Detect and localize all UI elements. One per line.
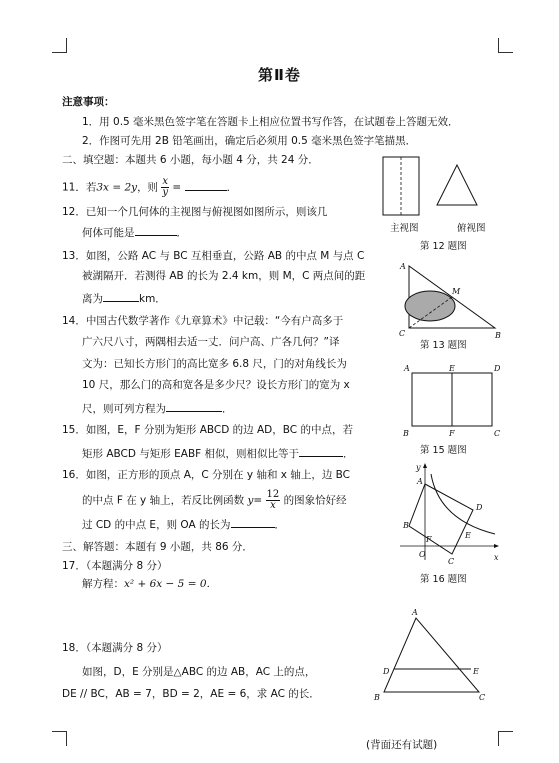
fig13-label-c: C xyxy=(399,329,406,338)
fig13-label-a: A xyxy=(400,262,406,271)
fig12-front-label: 主视图 xyxy=(390,223,419,234)
footer-note: (背面还有试题) xyxy=(366,739,438,751)
q16-text-post: 的图象恰好经 xyxy=(283,494,347,507)
fig16-label-a: A xyxy=(417,477,423,486)
fig18-label-d: D xyxy=(383,667,390,676)
question-16-line-3 xyxy=(82,516,285,532)
q11-numerator: x xyxy=(162,176,169,187)
fig12-top-label: 俯视图 xyxy=(457,223,486,234)
question-13-line-3 xyxy=(82,290,166,306)
section-answer-heading: 三、解答题：本题有 9 小题，共 86 分． xyxy=(62,541,253,553)
q15-end: ． xyxy=(343,448,354,460)
q15-text: 矩形 ABCD 与矩形 EABF 相似，则相似比等于 xyxy=(82,448,300,460)
fig16-label-b: B xyxy=(403,521,409,530)
q16-end: ． xyxy=(274,519,286,531)
q11-prefix: 11．若 xyxy=(62,181,97,194)
q14-text: 尺，则可列方程为 xyxy=(82,403,166,415)
figure-16-coordinate xyxy=(395,460,505,570)
q16-y: y xyxy=(247,494,254,507)
q12-answer-blank[interactable] xyxy=(135,224,177,236)
q11-fraction xyxy=(161,177,169,198)
question-17-label: 17．（本题满分 8 分） xyxy=(62,560,168,572)
crop-mark-bottom-right xyxy=(498,731,513,746)
q16-text-3: 过 CD 的中点 E，则 OA 的长为 xyxy=(82,519,231,531)
question-14-line-2: 广六尺八寸，两隅相去适一丈．问户高、广各几何？”译 xyxy=(82,336,340,348)
fig15-label-d: D xyxy=(494,364,501,373)
q17-text: 解方程： xyxy=(82,578,124,590)
notice-item-2: 2．作图可先用 2B 铅笔画出，确定后必须用 0.5 毫米黑色签字笔描黑． xyxy=(82,135,417,147)
q11-denominator: y xyxy=(162,187,169,198)
figure-13-triangle xyxy=(395,258,505,338)
question-15-line-2 xyxy=(82,445,354,461)
fig18-label-a: A xyxy=(412,608,418,617)
q11-equation: 3x = 2y xyxy=(96,181,138,194)
q16-numerator: 12 xyxy=(266,489,280,500)
fig12-caption: 第 12 题图 xyxy=(420,241,467,252)
question-17-body xyxy=(82,577,217,591)
question-18-line-1: 如图，D，E 分别是△ABC 的边 AB，AC 上的点， xyxy=(82,666,316,678)
fig16-label-c: C xyxy=(448,557,455,566)
q13-text: 离为 xyxy=(82,293,103,305)
question-18-line-2: DE // BC，AB = 7，BD = 2，AE = 6，求 AC 的长． xyxy=(62,688,320,700)
page-title: 第Ⅱ卷 xyxy=(258,66,301,84)
fig15-caption: 第 15 题图 xyxy=(420,445,467,456)
hyperbola-curve xyxy=(431,474,495,534)
q16-fraction xyxy=(266,490,281,511)
question-16-line-2 xyxy=(82,490,347,511)
fig13-label-m: M xyxy=(452,287,461,296)
fig15-label-a: A xyxy=(404,364,410,373)
q13-unit: km． xyxy=(139,293,166,305)
question-16-line-1: 16．如图，正方形的顶点 A，C 分别在 y 轴和 x 轴上，边 BC xyxy=(62,469,351,481)
q13-answer-blank[interactable] xyxy=(103,290,139,302)
square-abcd xyxy=(409,484,473,554)
fig16-label-f: F xyxy=(426,535,432,544)
q16-equals: = xyxy=(253,494,263,507)
fig15-label-c: C xyxy=(494,429,501,438)
question-12-line-1: 12．已知一个几何体的主视图与俯视图如图所示，则该几 xyxy=(62,206,328,218)
fig16-label-d: D xyxy=(476,503,483,512)
triangle-abc-18 xyxy=(384,618,479,692)
fig18-label-b: B xyxy=(374,693,380,702)
y-axis-arrow xyxy=(423,463,427,468)
front-view-rect xyxy=(383,157,419,215)
fig13-label-b: B xyxy=(495,331,501,338)
lake-ellipse xyxy=(405,291,455,321)
top-view-triangle xyxy=(437,165,477,205)
fig15-label-e: E xyxy=(449,364,455,373)
q14-end: ． xyxy=(222,403,233,415)
notice-heading: 注意事项： xyxy=(62,96,115,108)
question-14-line-4: 10 尺，那么门的高和宽各是多少尺？设长方形门的宽为 x xyxy=(82,379,350,391)
question-14-line-5 xyxy=(82,400,233,416)
question-11 xyxy=(62,177,237,198)
crop-mark-bottom-left xyxy=(52,731,67,746)
fig16-label-x: x xyxy=(494,553,499,562)
notice-item-1: 1．用 0.5 毫米黑色签字笔在答题卡上相应位置书写作答，在试题卷上答题无效． xyxy=(82,116,459,128)
q16-denominator: x xyxy=(270,500,276,511)
x-axis-arrow xyxy=(494,544,499,548)
section-fill-in-heading: 二、填空题：本题共 6 小题，每小题 4 分，共 24 分． xyxy=(62,154,319,166)
question-12-line-2 xyxy=(82,224,187,240)
question-15-line-1: 15．如图，E，F 分别为矩形 ABCD 的边 AD，BC 的中点，若 xyxy=(62,424,353,436)
figure-15-rectangle xyxy=(398,360,508,440)
q16-text-pre: 的中点 F 在 y 轴上，若反比例函数 xyxy=(82,494,245,507)
fig16-label-o: O xyxy=(419,550,426,559)
fig13-caption: 第 13 题图 xyxy=(420,340,467,351)
fig15-label-b: B xyxy=(403,429,409,438)
q16-answer-blank[interactable] xyxy=(231,516,275,528)
q14-answer-blank[interactable] xyxy=(166,400,222,412)
fig18-label-c: C xyxy=(479,693,486,702)
question-13-line-2: 被湖隔开．若测得 AB 的长为 2.4 km，则 M，C 两点间的距 xyxy=(82,270,366,282)
fig18-label-e: E xyxy=(473,667,479,676)
fig16-label-e: E xyxy=(465,531,471,540)
question-14-line-3: 文为：已知长方形门的高比宽多 6.8 尺，门的对角线长为 xyxy=(82,358,347,370)
fig16-label-y: y xyxy=(416,463,421,472)
figure-18-triangle xyxy=(372,606,492,702)
q11-answer-blank[interactable] xyxy=(185,179,227,191)
q12-end: ． xyxy=(176,227,187,239)
q17-equation: x² + 6x − 5 = 0． xyxy=(124,578,218,590)
q11-mid: ，则 xyxy=(137,181,159,194)
crop-mark-top-left xyxy=(52,38,67,53)
fig16-caption: 第 16 题图 xyxy=(420,574,467,585)
fig15-label-f: F xyxy=(449,429,455,438)
question-18-label: 18．（本题满分 8 分） xyxy=(62,642,168,654)
q11-end: ． xyxy=(226,181,238,194)
q12-text: 何体可能是 xyxy=(82,227,135,239)
crop-mark-top-right xyxy=(498,38,513,53)
q11-equals: = xyxy=(172,181,182,194)
question-14-line-1: 14．中国古代数学著作《九章算术》中记载：“今有户高多于 xyxy=(62,315,344,327)
question-13-line-1: 13．如图，公路 AC 与 BC 互相垂直，公路 AB 的中点 M 与点 C xyxy=(62,250,365,262)
q15-answer-blank[interactable] xyxy=(299,445,343,457)
